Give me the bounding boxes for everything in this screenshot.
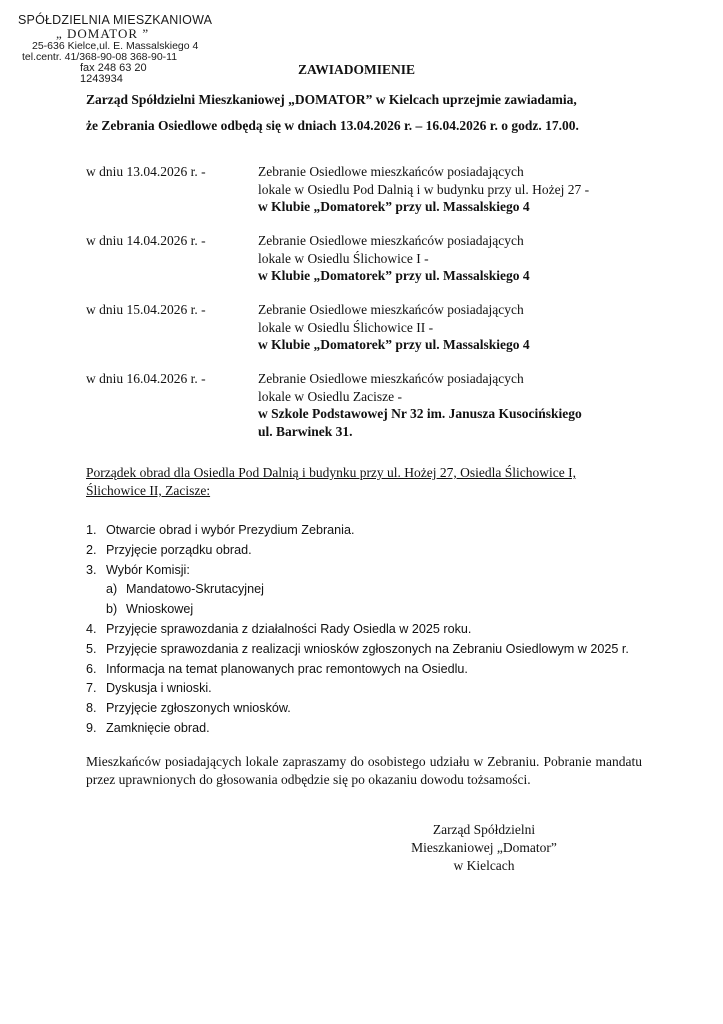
agenda-item	[86, 699, 646, 719]
agenda-heading-line-1: Porządek obrad dla Osiedla Pod Dalnią i budynku przy ul. Hożej 27, Osiedla Ślichowice I,	[86, 465, 577, 480]
signature-block	[384, 821, 584, 874]
stamp-line-fax: fax 248 63 20	[80, 61, 147, 74]
meeting-place: w Szkole Podstawowej Nr 32 im. Janusza Kusocińskiego	[258, 406, 582, 421]
stamp-line-address: 25-636 Kielce,ul. E. Massalskiego 4	[32, 39, 199, 52]
signature-line-1: Zarząd Spółdzielni	[432, 822, 536, 837]
agenda-item-text: Zamknięcie obrad.	[106, 720, 210, 735]
agenda-list	[86, 521, 646, 739]
meeting-line-1: Zebranie Osiedlowe mieszkańców posiadających	[258, 233, 524, 248]
agenda-subitem-letter: a)	[106, 582, 118, 597]
stamp-line-brand: „ DOMATOR ”	[56, 26, 150, 42]
meeting-line-2: lokale w Osiedlu Zacisze -	[258, 388, 402, 404]
meeting-place: w Klubie „Domatorek” przy ul. Massalskiego 4	[258, 268, 530, 283]
agenda-item-number: 3.	[86, 562, 97, 577]
meeting-place: w Klubie „Domatorek” przy ul. Massalskiego 4	[258, 337, 530, 352]
agenda-subitem	[86, 600, 646, 620]
agenda-item-number: 5.	[86, 641, 97, 656]
meeting-description	[258, 301, 530, 371]
meeting-date: w dniu 15.04.2026 r. -	[86, 302, 206, 317]
agenda-subitem-text: Wnioskowej	[126, 602, 194, 617]
agenda-heading-line-2: Ślichowice II, Zacisze:	[86, 483, 211, 498]
meeting-description	[258, 163, 589, 233]
meeting-description	[258, 232, 530, 302]
closing-paragraph	[86, 753, 642, 788]
agenda-item	[86, 541, 646, 561]
agenda-item-number: 8.	[86, 701, 97, 716]
intro-line-2: że Zebrania Osiedlowe odbędą się w dniach 13.04.2026 r. – 16.04.2026 r. o godz. 17.00.	[86, 118, 579, 133]
agenda-item-text: Otwarcie obrad i wybór Prezydium Zebrania.	[106, 523, 355, 537]
stamp-line-name: SPÓŁDZIELNIA MIESZKANIOWA	[18, 13, 213, 27]
agenda-item	[86, 561, 646, 581]
meeting-schedule	[86, 164, 686, 440]
document-title: ZAWIADOMIENIE	[298, 62, 416, 77]
agenda-heading	[86, 464, 666, 500]
meeting-line-2: lokale w Osiedlu Ślichowice I -	[258, 250, 429, 266]
agenda-item-text: Przyjęcie zgłoszonych wniosków.	[106, 701, 291, 716]
meeting-entry	[86, 371, 686, 440]
agenda-subitem-text: Mandatowo-Skrutacyjnej	[126, 582, 264, 597]
meeting-entry	[86, 164, 686, 233]
meeting-entry	[86, 233, 686, 302]
meeting-line-1: Zebranie Osiedlowe mieszkańców posiadających	[258, 371, 524, 386]
signature-line-2: Mieszkaniowej „Domator”	[411, 839, 557, 855]
stamp-line-id: 1243934	[80, 73, 123, 86]
agenda-item-text: Informacja na temat planowanych prac remontowych na Osiedlu.	[106, 661, 468, 676]
agenda-item-number: 6.	[86, 661, 97, 676]
agenda-item	[86, 719, 646, 739]
agenda-item-text: Przyjęcie sprawozdania z działalności Rady Osiedla w 2025 roku.	[106, 621, 472, 636]
meeting-description	[258, 370, 582, 440]
agenda-item-text: Dyskusja i wnioski.	[106, 681, 212, 696]
agenda-item-text: Przyjęcie sprawozdania z realizacji wniosków zgłoszonych na Zebraniu Osiedlowym w 2025 r.	[106, 641, 629, 656]
meeting-date: w dniu 16.04.2026 r. -	[86, 371, 206, 386]
cooperative-stamp	[18, 14, 268, 86]
meeting-place: w Klubie „Domatorek” przy ul. Massalskiego 4	[258, 199, 530, 214]
agenda-item	[86, 640, 646, 660]
meeting-date: w dniu 14.04.2026 r. -	[86, 233, 206, 248]
meeting-line-2: lokale w Osiedlu Pod Dalnią i w budynku przy ul. Hożej 27 -	[258, 181, 590, 197]
meeting-entry	[86, 302, 686, 371]
agenda-item-number: 7.	[86, 681, 97, 696]
agenda-item-number: 2.	[86, 542, 97, 557]
intro-line-1: Zarząd Spółdzielni Mieszkaniowej „DOMATOR” w Kielcach uprzejmie zawiadamia,	[86, 92, 577, 107]
stamp-line-phone: tel.centr. 41/368-90-08 368-90-11	[22, 50, 178, 63]
agenda-item-number: 4.	[86, 621, 97, 636]
meeting-line-2: lokale w Osiedlu Ślichowice II -	[258, 319, 434, 335]
intro-announcement	[86, 92, 646, 144]
agenda-item	[86, 620, 646, 640]
agenda-item	[86, 679, 646, 699]
meeting-line-1: Zebranie Osiedlowe mieszkańców posiadających	[258, 302, 524, 317]
closing-text: Mieszkańców posiadających lokale zapraszamy do osobistego udziału w Zebraniu. Pobranie mandatu przez uprawnionych do głosowania odbędzie się po okazaniu dowodu tożsamości.	[86, 754, 642, 787]
agenda-subitem	[86, 580, 646, 600]
meeting-date: w dniu 13.04.2026 r. -	[86, 164, 206, 179]
agenda-item	[86, 660, 646, 680]
agenda-item-text: Wybór Komisji:	[106, 562, 190, 577]
agenda-item-number: 1.	[86, 523, 97, 537]
agenda-item	[86, 521, 646, 541]
meeting-line-1: Zebranie Osiedlowe mieszkańców posiadających	[258, 164, 524, 179]
agenda-item-text: Przyjęcie porządku obrad.	[106, 542, 252, 557]
meeting-place-street: ul. Barwinek 31.	[258, 423, 353, 439]
agenda-item-number: 9.	[86, 720, 97, 735]
signature-line-3: w Kielcach	[453, 857, 515, 873]
agenda-subitem-letter: b)	[106, 602, 118, 617]
